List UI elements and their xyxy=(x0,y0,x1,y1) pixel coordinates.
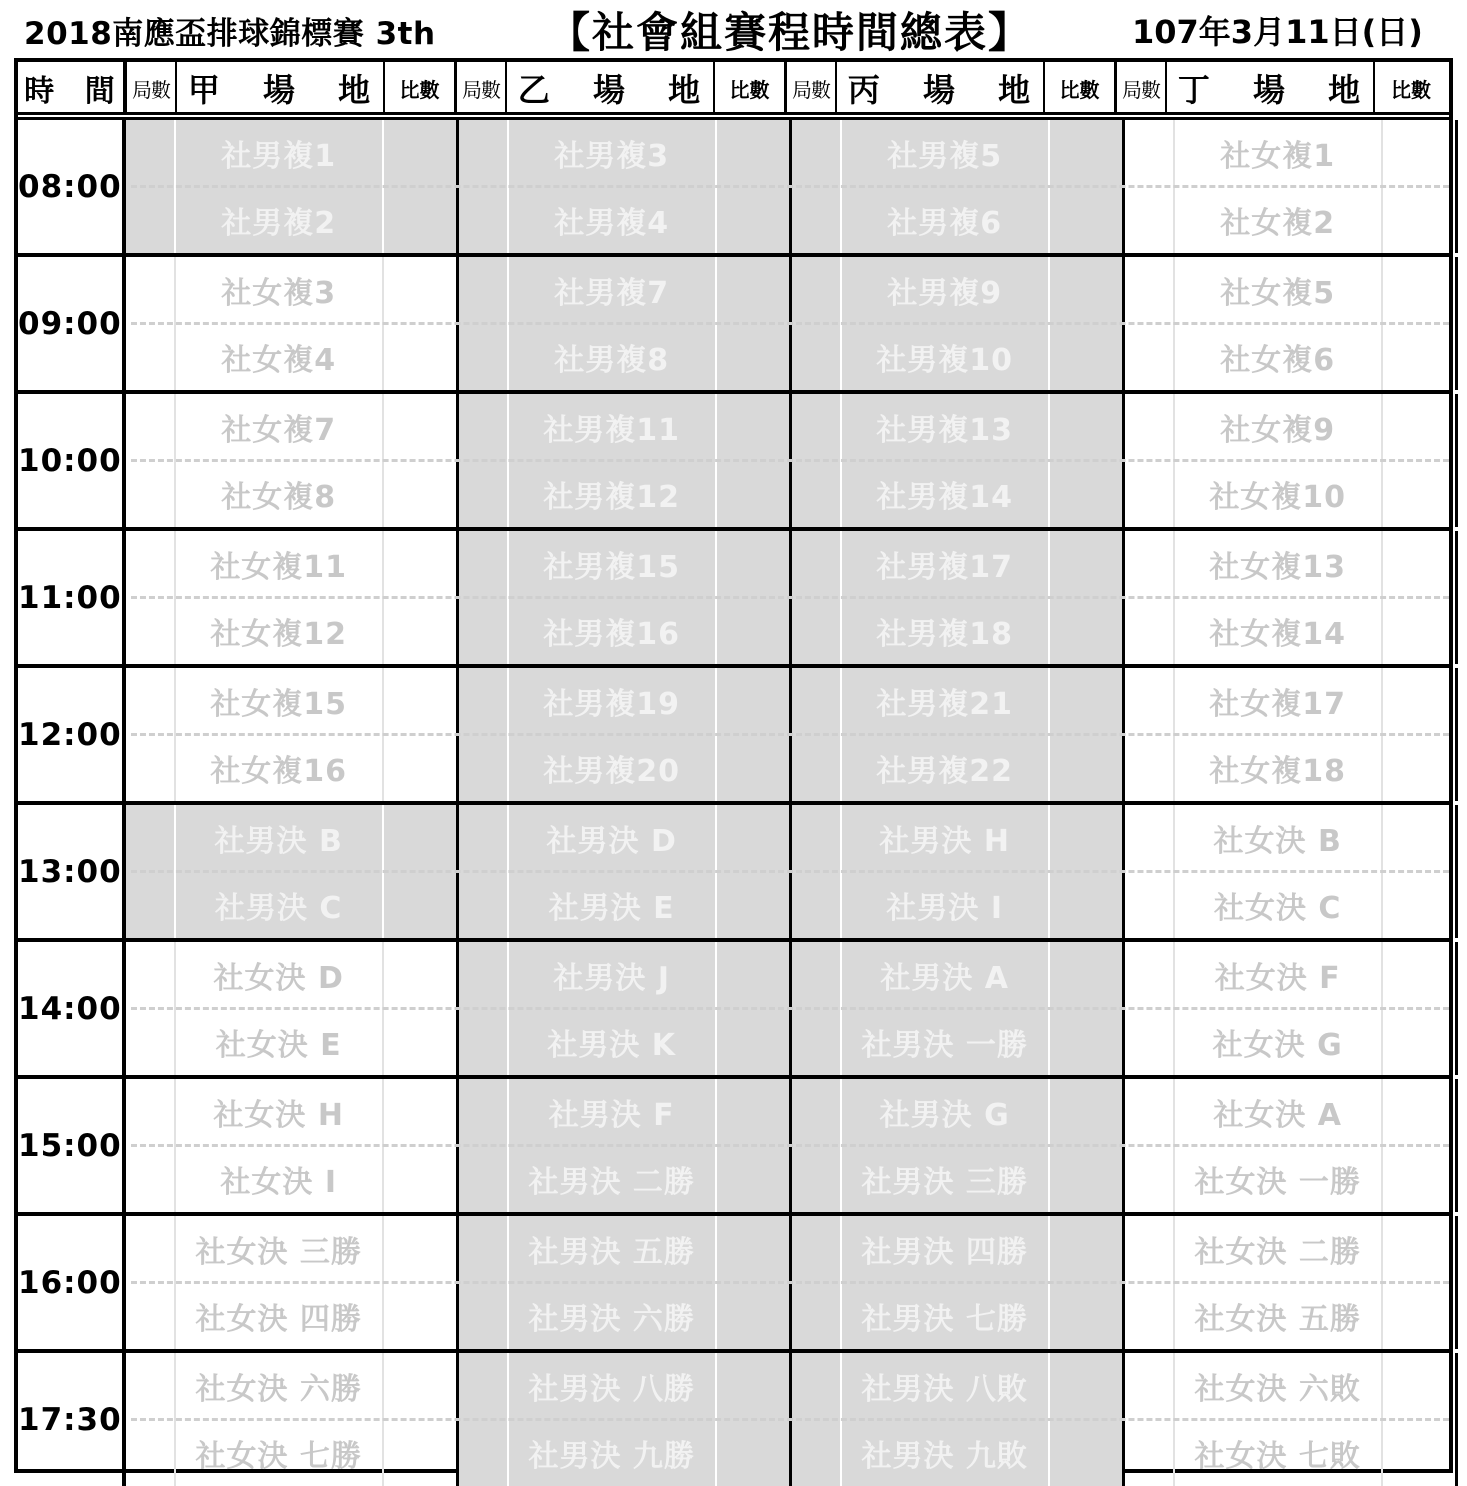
match-label: 社女複17 xyxy=(1175,668,1381,735)
score-cell[interactable] xyxy=(1050,942,1122,1075)
time-slot-row xyxy=(18,531,1449,668)
court-cell xyxy=(792,394,1125,527)
match-label: 社女複16 xyxy=(176,735,382,802)
score-cell[interactable] xyxy=(1383,1216,1455,1349)
header-event: 2018南應盃排球錦標賽 3th xyxy=(24,0,436,60)
time-label: 08:00 xyxy=(18,120,126,253)
match-label: 社男複15 xyxy=(509,531,715,598)
match-label: 社女決 七勝 xyxy=(176,1420,382,1486)
schedule-table xyxy=(14,58,1453,1473)
score-cell[interactable] xyxy=(1383,1079,1455,1212)
match-label: 社男決 I xyxy=(842,872,1048,939)
match-label: 社男決 B xyxy=(176,805,382,872)
match-label: 社女複13 xyxy=(1175,531,1381,598)
match-label: 社女複15 xyxy=(176,668,382,735)
match-label: 社男複4 xyxy=(509,187,715,254)
score-cell[interactable] xyxy=(717,942,789,1075)
match-label: 社男複5 xyxy=(842,120,1048,187)
court-cell xyxy=(459,257,792,390)
header-date: 107年3月11日(日) xyxy=(1132,0,1423,60)
court-cell xyxy=(1125,1079,1458,1212)
sets-cell[interactable] xyxy=(459,1216,509,1349)
match-cell xyxy=(842,805,1050,938)
sets-cell[interactable] xyxy=(126,394,176,527)
match-label: 社女複9 xyxy=(1175,394,1381,461)
match-label: 社男決 D xyxy=(509,805,715,872)
column-header-score: 比數 xyxy=(385,62,457,114)
score-cell[interactable] xyxy=(384,394,456,527)
court-cell xyxy=(792,257,1125,390)
score-cell[interactable] xyxy=(384,942,456,1075)
court-cell xyxy=(459,394,792,527)
score-cell[interactable] xyxy=(384,120,456,253)
sets-cell[interactable] xyxy=(1125,120,1175,253)
sets-cell[interactable] xyxy=(1125,394,1175,527)
time-label: 17:30 xyxy=(18,1353,126,1486)
match-label: 社女決 H xyxy=(176,1079,382,1146)
match-label: 社男決 A xyxy=(842,942,1048,1009)
sets-cell[interactable] xyxy=(792,942,842,1075)
score-cell[interactable] xyxy=(1383,120,1455,253)
match-cell xyxy=(509,668,717,801)
time-slot-row xyxy=(18,394,1449,531)
time-slot-row xyxy=(18,1079,1449,1216)
court-cell xyxy=(126,668,459,801)
score-cell[interactable] xyxy=(384,805,456,938)
time-slot-row xyxy=(18,120,1449,257)
court-cell xyxy=(126,1353,459,1486)
time-slots xyxy=(18,120,1449,1486)
match-label: 社男決 J xyxy=(509,942,715,1009)
match-label: 社男複3 xyxy=(509,120,715,187)
score-cell[interactable] xyxy=(717,1353,789,1486)
match-label: 社女決 五勝 xyxy=(1175,1283,1381,1350)
sets-cell[interactable] xyxy=(126,668,176,801)
match-cell xyxy=(176,394,384,527)
court-cell xyxy=(459,1216,792,1349)
court-cell xyxy=(792,1353,1125,1486)
score-cell[interactable] xyxy=(384,668,456,801)
column-header-sets: 局數 xyxy=(457,62,507,114)
sets-cell[interactable] xyxy=(1125,805,1175,938)
sets-cell[interactable] xyxy=(1125,1079,1175,1212)
match-cell xyxy=(842,668,1050,801)
score-cell[interactable] xyxy=(717,394,789,527)
score-cell[interactable] xyxy=(1050,1079,1122,1212)
sets-cell[interactable] xyxy=(459,942,509,1075)
match-cell xyxy=(509,120,717,253)
match-cell xyxy=(1175,531,1383,664)
score-cell[interactable] xyxy=(1383,394,1455,527)
match-label: 社男決 C xyxy=(176,872,382,939)
time-label: 12:00 xyxy=(18,668,126,801)
match-label: 社男決 八勝 xyxy=(509,1353,715,1420)
time-slot-row xyxy=(18,942,1449,1079)
score-cell[interactable] xyxy=(1383,531,1455,664)
match-label: 社女決 C xyxy=(1175,872,1381,939)
court-cell xyxy=(126,257,459,390)
match-cell xyxy=(509,805,717,938)
match-label: 社男決 F xyxy=(509,1079,715,1146)
score-cell[interactable] xyxy=(1383,1353,1455,1486)
match-label: 社男決 九勝 xyxy=(509,1420,715,1486)
sets-cell[interactable] xyxy=(1125,531,1175,664)
match-cell xyxy=(509,257,717,390)
column-header-sets: 局數 xyxy=(787,62,837,114)
score-cell[interactable] xyxy=(1050,1353,1122,1486)
time-label: 13:00 xyxy=(18,805,126,938)
court-cell xyxy=(459,120,792,253)
court-cell xyxy=(126,805,459,938)
sets-cell[interactable] xyxy=(792,531,842,664)
time-label: 15:00 xyxy=(18,1079,126,1212)
sets-cell[interactable] xyxy=(459,394,509,527)
sets-cell[interactable] xyxy=(459,1079,509,1212)
court-cell xyxy=(792,668,1125,801)
match-cell xyxy=(509,1216,717,1349)
court-cell xyxy=(792,805,1125,938)
column-header-court-yi: 乙 場 地 xyxy=(507,62,715,114)
sets-cell[interactable] xyxy=(459,805,509,938)
match-cell xyxy=(1175,1353,1383,1486)
sets-cell[interactable] xyxy=(126,1079,176,1212)
match-cell xyxy=(509,1079,717,1212)
column-header-sets: 局數 xyxy=(1117,62,1167,114)
court-cell xyxy=(1125,668,1458,801)
court-cell xyxy=(459,942,792,1075)
match-label: 社女複7 xyxy=(176,394,382,461)
sets-cell[interactable] xyxy=(792,1353,842,1486)
time-label: 11:00 xyxy=(18,531,126,664)
court-cell xyxy=(1125,120,1458,253)
match-label: 社男複13 xyxy=(842,394,1048,461)
match-cell xyxy=(842,1216,1050,1349)
sets-cell[interactable] xyxy=(459,1353,509,1486)
time-slot-row xyxy=(18,1216,1449,1353)
match-cell xyxy=(1175,257,1383,390)
match-label: 社女複18 xyxy=(1175,735,1381,802)
score-cell[interactable] xyxy=(384,1353,456,1486)
match-label: 社男複7 xyxy=(509,257,715,324)
score-cell[interactable] xyxy=(384,531,456,664)
court-cell xyxy=(1125,942,1458,1075)
time-slot-row xyxy=(18,1353,1449,1486)
time-label: 09:00 xyxy=(18,257,126,390)
score-cell[interactable] xyxy=(1050,668,1122,801)
match-label: 社男複6 xyxy=(842,187,1048,254)
match-cell xyxy=(176,805,384,938)
score-cell[interactable] xyxy=(384,1079,456,1212)
court-cell xyxy=(1125,1353,1458,1486)
sets-cell[interactable] xyxy=(126,1216,176,1349)
match-label: 社女複4 xyxy=(176,324,382,391)
score-cell[interactable] xyxy=(717,1079,789,1212)
match-label: 社女複2 xyxy=(1175,187,1381,254)
match-cell xyxy=(176,1353,384,1486)
match-label: 社女決 七敗 xyxy=(1175,1420,1381,1486)
column-header-row xyxy=(18,62,1449,114)
match-cell xyxy=(1175,394,1383,527)
sets-cell[interactable] xyxy=(126,257,176,390)
court-cell xyxy=(126,1216,459,1349)
match-label: 社男複11 xyxy=(509,394,715,461)
match-label: 社男決 七勝 xyxy=(842,1283,1048,1350)
court-cell xyxy=(459,805,792,938)
court-cell xyxy=(1125,394,1458,527)
sets-cell[interactable] xyxy=(126,805,176,938)
time-slot-row xyxy=(18,257,1449,394)
match-cell xyxy=(1175,1079,1383,1212)
match-label: 社女決 三勝 xyxy=(176,1216,382,1283)
sets-cell[interactable] xyxy=(792,1079,842,1212)
court-cell xyxy=(792,942,1125,1075)
match-label: 社男複12 xyxy=(509,461,715,528)
match-cell xyxy=(842,394,1050,527)
match-cell xyxy=(842,257,1050,390)
match-cell xyxy=(1175,1216,1383,1349)
match-cell xyxy=(842,1353,1050,1486)
match-label: 社男決 G xyxy=(842,1079,1048,1146)
match-label: 社男複2 xyxy=(176,187,382,254)
match-cell xyxy=(842,120,1050,253)
match-cell xyxy=(509,531,717,664)
match-label: 社男決 四勝 xyxy=(842,1216,1048,1283)
match-label: 社女複5 xyxy=(1175,257,1381,324)
sets-cell[interactable] xyxy=(1125,1353,1175,1486)
sets-cell[interactable] xyxy=(792,1216,842,1349)
court-cell xyxy=(1125,805,1458,938)
court-cell xyxy=(1125,257,1458,390)
sets-cell[interactable] xyxy=(459,531,509,664)
match-label: 社男決 九敗 xyxy=(842,1420,1048,1486)
score-cell[interactable] xyxy=(384,1216,456,1349)
sets-cell[interactable] xyxy=(126,120,176,253)
sets-cell[interactable] xyxy=(792,805,842,938)
sets-cell[interactable] xyxy=(1125,942,1175,1075)
court-cell xyxy=(126,120,459,253)
sets-cell[interactable] xyxy=(792,668,842,801)
match-label: 社女決 六勝 xyxy=(176,1353,382,1420)
score-cell[interactable] xyxy=(717,120,789,253)
sets-cell[interactable] xyxy=(792,257,842,390)
match-label: 社女複14 xyxy=(1175,598,1381,665)
score-cell[interactable] xyxy=(1383,805,1455,938)
score-cell[interactable] xyxy=(1383,257,1455,390)
match-label: 社女決 二勝 xyxy=(1175,1216,1381,1283)
match-label: 社女複11 xyxy=(176,531,382,598)
sets-cell[interactable] xyxy=(459,120,509,253)
match-label: 社女複6 xyxy=(1175,324,1381,391)
score-cell[interactable] xyxy=(717,1216,789,1349)
match-label: 社男複21 xyxy=(842,668,1048,735)
match-label: 社女決 E xyxy=(176,1009,382,1076)
match-label: 社女決 F xyxy=(1175,942,1381,1009)
sets-cell[interactable] xyxy=(1125,668,1175,801)
court-cell xyxy=(792,1079,1125,1212)
time-slot-row xyxy=(18,668,1449,805)
sets-cell[interactable] xyxy=(792,394,842,527)
court-cell xyxy=(459,1353,792,1486)
sets-cell[interactable] xyxy=(1125,1216,1175,1349)
court-cell xyxy=(459,668,792,801)
sets-cell[interactable] xyxy=(1125,257,1175,390)
sets-cell[interactable] xyxy=(459,257,509,390)
court-cell xyxy=(792,531,1125,664)
score-cell[interactable] xyxy=(717,805,789,938)
match-cell xyxy=(176,942,384,1075)
sets-cell[interactable] xyxy=(126,942,176,1075)
column-header-court-bing: 丙 場 地 xyxy=(837,62,1045,114)
match-label: 社女複8 xyxy=(176,461,382,528)
court-cell xyxy=(1125,531,1458,664)
score-cell[interactable] xyxy=(1383,942,1455,1075)
match-cell xyxy=(842,1079,1050,1212)
match-label: 社男複1 xyxy=(176,120,382,187)
match-cell xyxy=(509,394,717,527)
match-label: 社男決 H xyxy=(842,805,1048,872)
match-cell xyxy=(176,257,384,390)
column-header-score: 比數 xyxy=(1375,62,1447,114)
score-cell[interactable] xyxy=(717,668,789,801)
match-cell xyxy=(1175,942,1383,1075)
score-cell[interactable] xyxy=(1050,805,1122,938)
score-cell[interactable] xyxy=(384,257,456,390)
match-label: 社女決 I xyxy=(176,1146,382,1213)
time-label: 14:00 xyxy=(18,942,126,1075)
match-label: 社男複17 xyxy=(842,531,1048,598)
match-cell xyxy=(176,120,384,253)
match-cell xyxy=(1175,805,1383,938)
match-cell xyxy=(1175,120,1383,253)
court-cell xyxy=(126,942,459,1075)
time-slot-row xyxy=(18,805,1449,942)
match-label: 社女決 G xyxy=(1175,1009,1381,1076)
court-cell xyxy=(126,531,459,664)
score-cell[interactable] xyxy=(1050,120,1122,253)
match-label: 社女複10 xyxy=(1175,461,1381,528)
court-cell xyxy=(792,1216,1125,1349)
column-header-court-ding: 丁 場 地 xyxy=(1167,62,1375,114)
match-label: 社男決 五勝 xyxy=(509,1216,715,1283)
score-cell[interactable] xyxy=(1050,394,1122,527)
match-label: 社男複18 xyxy=(842,598,1048,665)
match-label: 社男複16 xyxy=(509,598,715,665)
match-label: 社男決 二勝 xyxy=(509,1146,715,1213)
page-title: 【社會組賽程時間總表】 xyxy=(548,0,1032,60)
match-cell xyxy=(176,668,384,801)
court-cell xyxy=(459,531,792,664)
match-cell xyxy=(176,1079,384,1212)
match-label: 社男複22 xyxy=(842,735,1048,802)
match-label: 社男複9 xyxy=(842,257,1048,324)
match-cell xyxy=(176,531,384,664)
column-header-court-jia: 甲 場 地 xyxy=(177,62,385,114)
match-cell xyxy=(509,1353,717,1486)
column-header-score: 比數 xyxy=(715,62,787,114)
match-label: 社女決 四勝 xyxy=(176,1283,382,1350)
score-cell[interactable] xyxy=(717,531,789,664)
match-label: 社男決 三勝 xyxy=(842,1146,1048,1213)
column-header-time: 時 間 xyxy=(18,62,127,114)
sets-cell[interactable] xyxy=(126,531,176,664)
match-label: 社男決 E xyxy=(509,872,715,939)
court-cell xyxy=(792,120,1125,253)
match-label: 社女複12 xyxy=(176,598,382,665)
court-cell xyxy=(126,394,459,527)
time-label: 10:00 xyxy=(18,394,126,527)
match-label: 社男複8 xyxy=(509,324,715,391)
column-header-score: 比數 xyxy=(1045,62,1117,114)
time-label: 16:00 xyxy=(18,1216,126,1349)
match-label: 社女決 A xyxy=(1175,1079,1381,1146)
match-label: 社男決 一勝 xyxy=(842,1009,1048,1076)
score-cell[interactable] xyxy=(1050,257,1122,390)
match-label: 社男決 K xyxy=(509,1009,715,1076)
sets-cell[interactable] xyxy=(792,120,842,253)
match-cell xyxy=(509,942,717,1075)
score-cell[interactable] xyxy=(1383,668,1455,801)
score-cell[interactable] xyxy=(1050,1216,1122,1349)
court-cell xyxy=(459,1079,792,1212)
match-cell xyxy=(1175,668,1383,801)
score-cell[interactable] xyxy=(1050,531,1122,664)
court-cell xyxy=(126,1079,459,1212)
match-label: 社女決 B xyxy=(1175,805,1381,872)
match-cell xyxy=(842,531,1050,664)
sets-cell[interactable] xyxy=(459,668,509,801)
match-label: 社男複20 xyxy=(509,735,715,802)
match-cell xyxy=(842,942,1050,1075)
court-cell xyxy=(1125,1216,1458,1349)
match-label: 社男複14 xyxy=(842,461,1048,528)
match-label: 社男決 八敗 xyxy=(842,1353,1048,1420)
score-cell[interactable] xyxy=(717,257,789,390)
match-cell xyxy=(176,1216,384,1349)
match-label: 社女決 D xyxy=(176,942,382,1009)
column-header-sets: 局數 xyxy=(127,62,177,114)
match-label: 社女複3 xyxy=(176,257,382,324)
match-label: 社女複1 xyxy=(1175,120,1381,187)
match-label: 社男複10 xyxy=(842,324,1048,391)
match-label: 社男決 六勝 xyxy=(509,1283,715,1350)
match-label: 社男複19 xyxy=(509,668,715,735)
match-label: 社女決 一勝 xyxy=(1175,1146,1381,1213)
header-divider xyxy=(18,112,1449,120)
sets-cell[interactable] xyxy=(126,1353,176,1486)
match-label: 社女決 六敗 xyxy=(1175,1353,1381,1420)
